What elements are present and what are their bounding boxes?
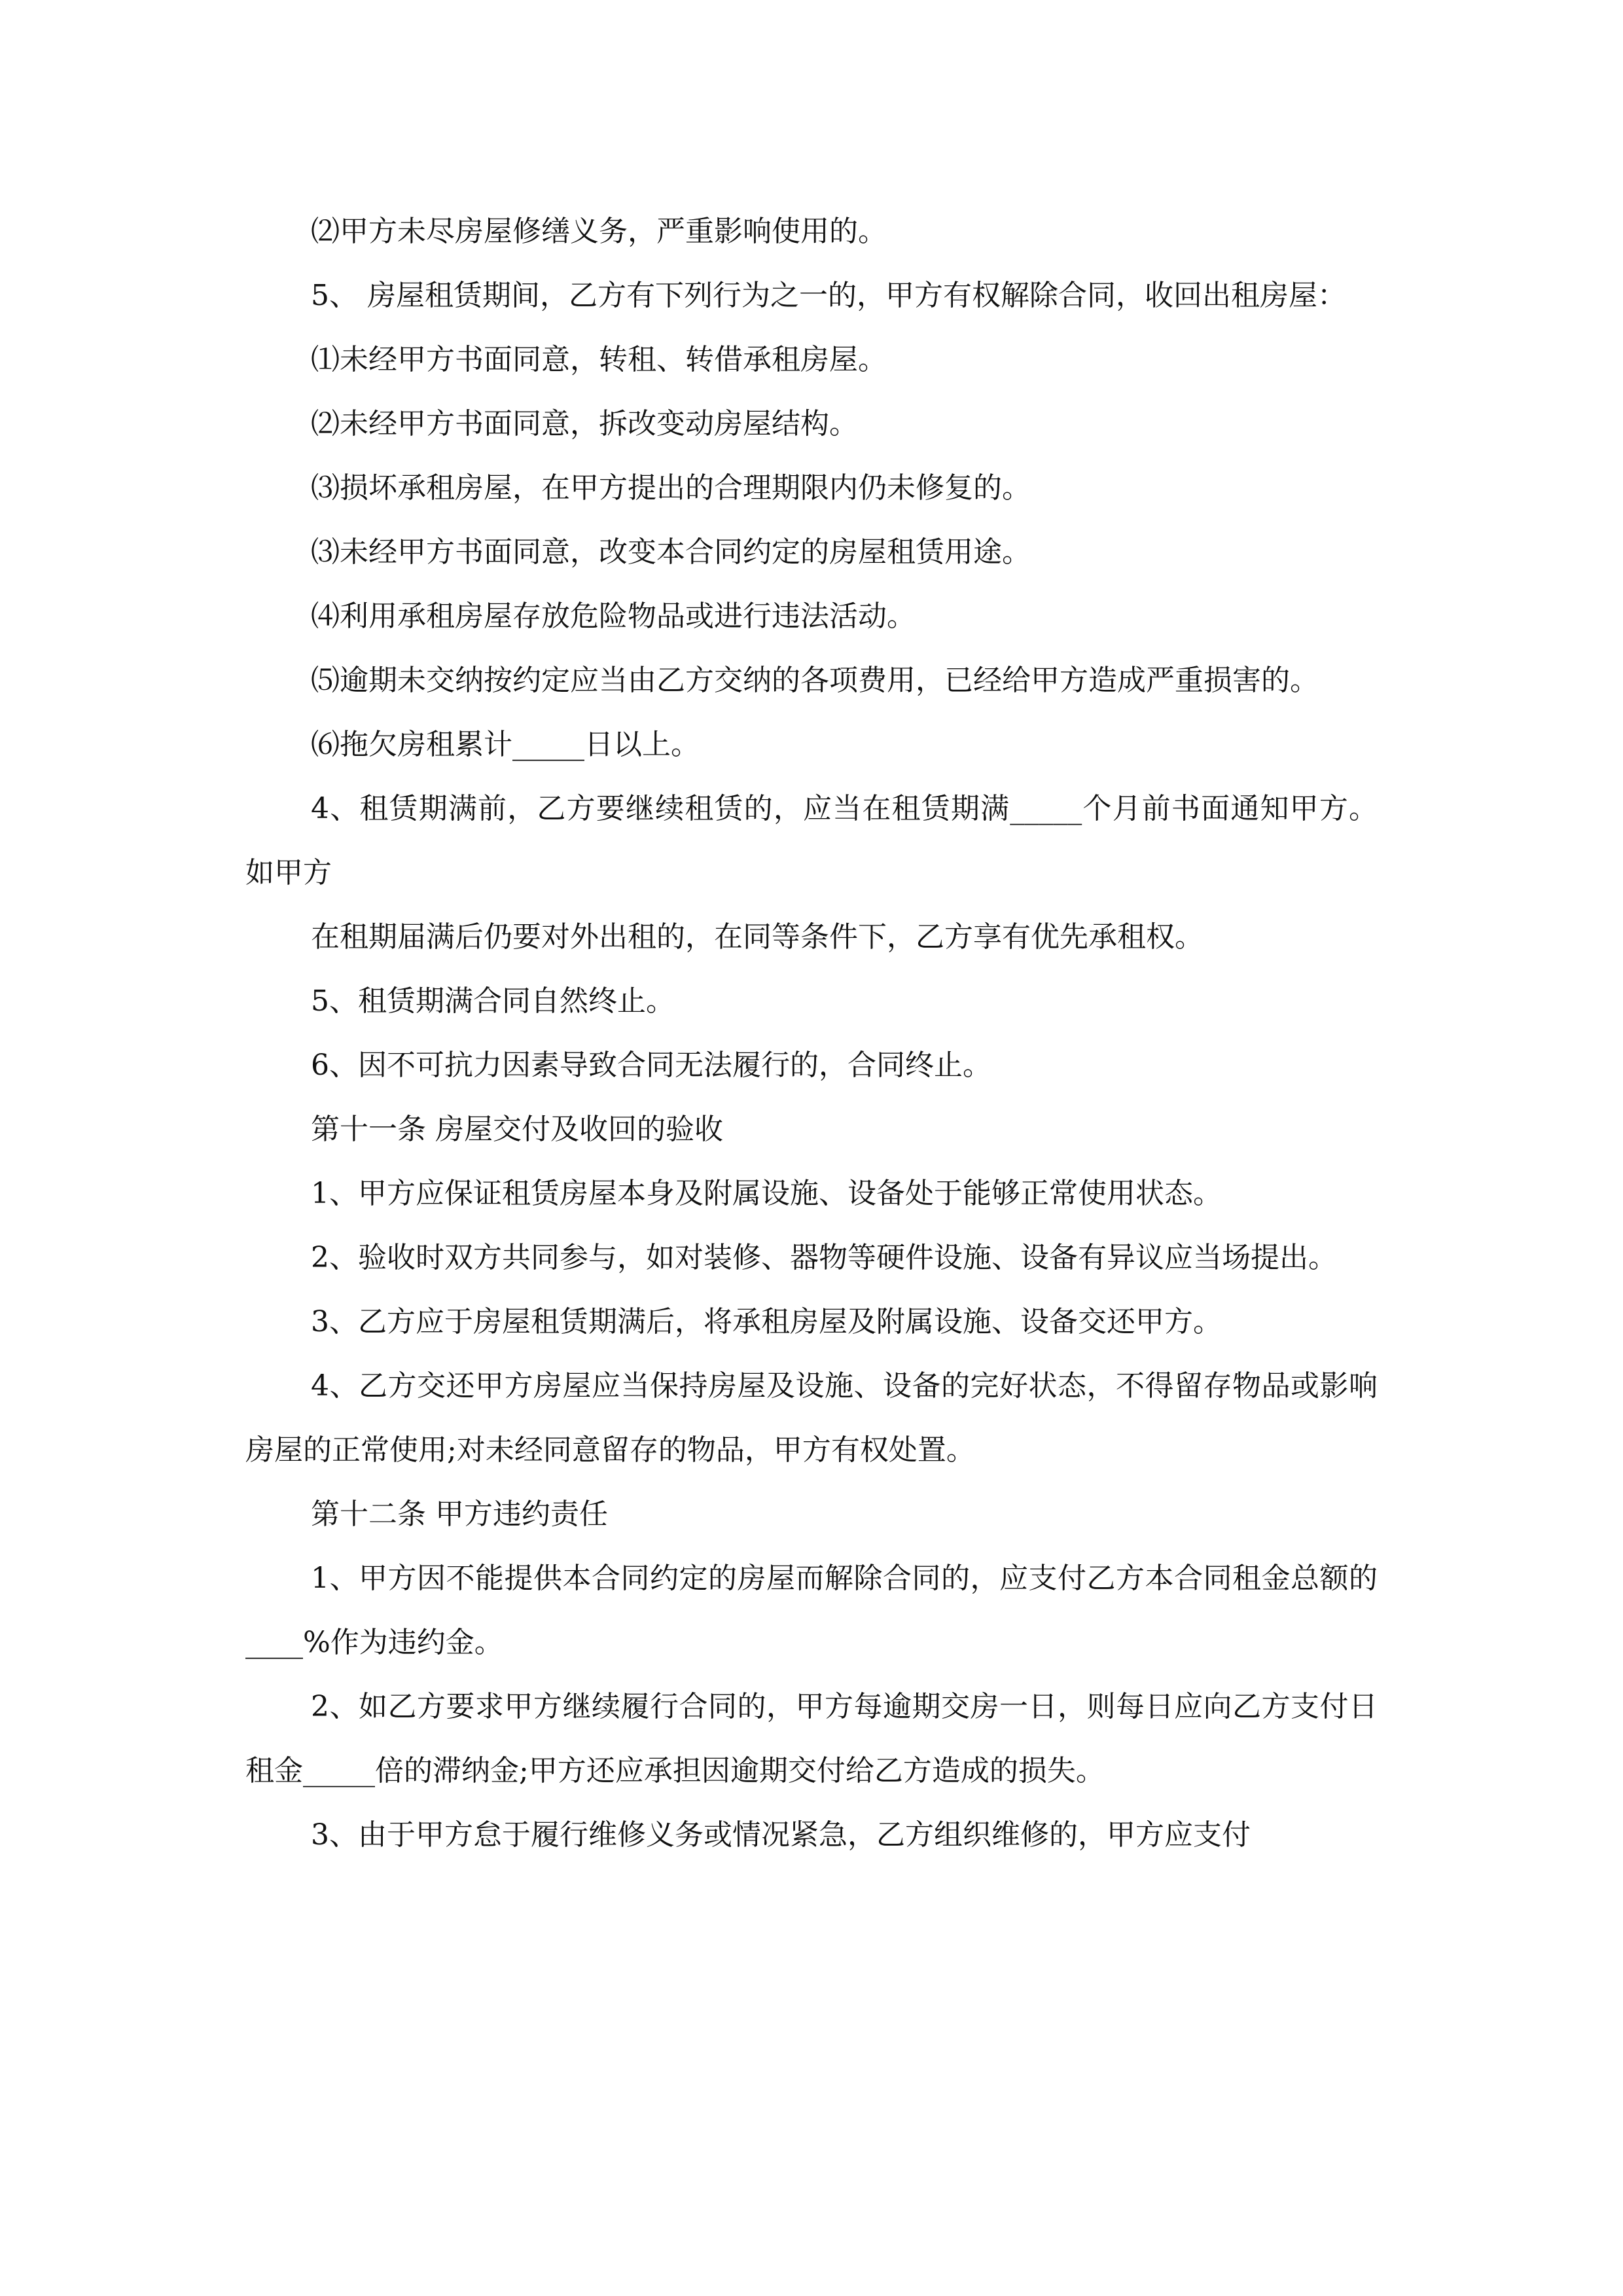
paragraph: ⑵未经甲方书面同意，拆改变动房屋结构。 — [311, 407, 858, 440]
paragraph: ⑴未经甲方书面同意，转租、转借承租房屋。 — [311, 343, 887, 376]
paragraph: 2、如乙方要求甲方继续履行合同的，甲方每逾期交房一日，则每日应向乙方支付日租金_____倍的滞纳金;甲方还应承担因逾期交付给乙方造成的损失。 — [245, 1690, 1378, 1787]
paragraph: 1、甲方因不能提供本合同约定的房屋而解除合同的，应支付乙方本合同租金总额的____%作为违约金。 — [245, 1562, 1378, 1659]
paragraph: 4、租赁期满前，乙方要继续租赁的，应当在租赁期满_____个月前书面通知甲方。如甲方 — [245, 792, 1378, 889]
paragraph: 5、租赁期满合同自然终止。 — [311, 984, 675, 1018]
paragraph: 6、因不可抗力因素导致合同无法履行的，合同终止。 — [311, 1049, 991, 1082]
paragraph: 2、验收时双方共同参与，如对装修、器物等硬件设施、设备有异议应当场提出。 — [311, 1241, 1337, 1274]
section-heading: 第十一条 房屋交付及收回的验收 — [311, 1113, 723, 1146]
paragraph: ⑷利用承租房屋存放危险物品或进行违法活动。 — [311, 600, 916, 633]
paragraph: 1、甲方应保证租赁房屋本身及附属设施、设备处于能够正常使用状态。 — [311, 1177, 1222, 1210]
paragraph: ⑶未经甲方书面同意，改变本合同约定的房屋租赁用途。 — [311, 535, 1031, 569]
paragraph: 在租期届满后仍要对外出租的，在同等条件下，乙方享有优先承租权。 — [311, 920, 1204, 954]
paragraph: 3、乙方应于房屋租赁期满后，将承租房屋及附属设施、设备交还甲方。 — [311, 1305, 1222, 1338]
paragraph: ⑶损坏承租房屋，在甲方提出的合理期限内仍未修复的。 — [311, 471, 1031, 505]
paragraph: 3、由于甲方怠于履行维修义务或情况紧急，乙方组织维修的，甲方应支付 — [311, 1818, 1251, 1852]
paragraph: ⑹拖欠房租累计_____日以上。 — [311, 728, 700, 761]
paragraph: ⑸逾期未交纳按约定应当由乙方交纳的各项费用，已经给甲方造成严重损害的。 — [311, 664, 1319, 697]
section-heading: 第十二条 甲方违约责任 — [311, 1498, 608, 1531]
document-body — [245, 200, 1378, 1867]
paragraph: ⑵甲方未尽房屋修缮义务，严重影响使用的。 — [311, 215, 887, 248]
paragraph: 4、乙方交还甲方房屋应当保持房屋及设施、设备的完好状态，不得留存物品或影响房屋的正常使用;对未经同意留存的物品，甲方有权处置。 — [245, 1369, 1378, 1467]
paragraph: 5、 房屋租赁期间，乙方有下列行为之一的，甲方有权解除合同，收回出租房屋： — [311, 279, 1346, 312]
